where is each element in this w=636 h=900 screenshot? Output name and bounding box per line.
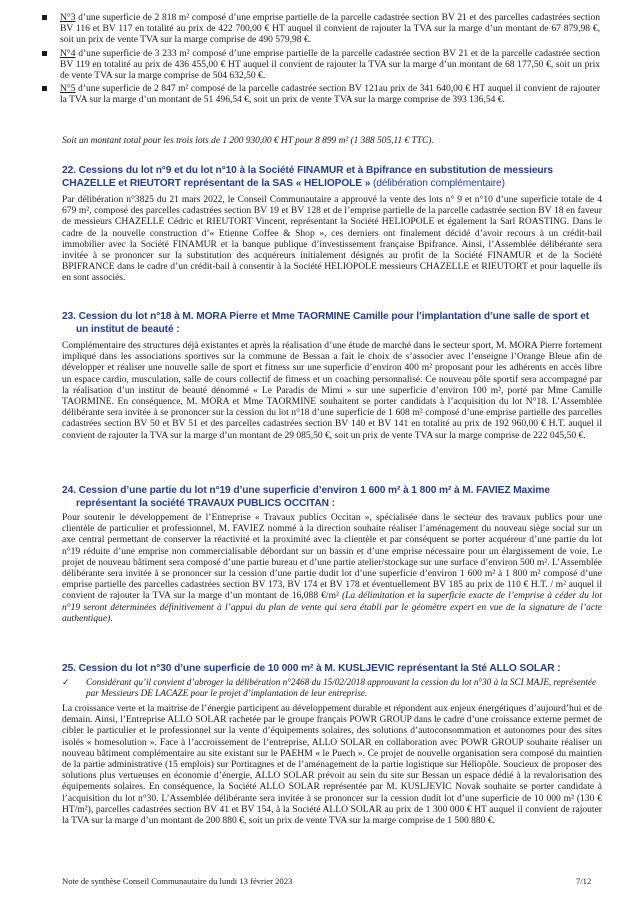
list-item bbox=[38, 83, 600, 105]
square-bullet-icon bbox=[42, 86, 47, 91]
section-title-line1: Cessions du lot n°9 et du lot n°10 à la Société FINAMUR et à Bpifrance en substitution de messieurs bbox=[78, 165, 553, 176]
section-24-body-text: Pour soutenir le développement de l’Entreprise « Travaux publics Occitan », spécialisée dans le secteur des travaux publics pour une clientèle de particulier et professionnel, M. FAVIEZ nommé à la direction souhaite réaliser l’aménagement du nouveau siège social sur un axe central permettant de conserver la réactivité et la proximité avec la clientèle et par conséquent se porter acquéreur d’une partie du lot n°19 réduite d’une emprise non commercialisable débordant sur un bassin et d’une emprise nécessaire pour un élargissement de voie. Le projet de nouveau bâtiment sera composé d’une partie bureau et d’une partie atelier/stockage sur une surface d’environ 500 m². L’Assemblée délibérante sera invitée à se prononcer sur la cession d’une partie dudit lot d’une superficie d’environ 1 600 m² à 1 800 m² composé d’une emprise partielle des parcelles cadastrées section BV 173, BV 174 et BV 178 et éventuellement BV 185 au prix de 110 € H.T. / m² auquel il convient de rajouter la TVA sur la marge d’un montant de 16,088 €/m² bbox=[62, 512, 602, 602]
lot-description: d’une superficie de 2 818 m² composé d’une emprise partielle de la parcelle cadastrée section BV 21 et des parcelles cadastrées section BV 116 et BV 117 en totalité au prix de 422 700,00 € HT auquel il convient de rajouter la TVA sur la marge d’un montant de 67 879,98 €, soit un prix de vente TVA sur la marge comprise de 490 579,98 €. bbox=[60, 12, 600, 46]
section-title-line1: Cession du lot n°18 à M. MORA Pierre et Mme TAORMINE Camille pour l’implantation d’une salle de sport et bbox=[78, 311, 590, 322]
section-title-line2: un institut de beauté : bbox=[76, 324, 180, 336]
section-25-body: La croissance verte et la maitrise de l’énergie participent au développement durable et répondent aux enjeux énergétiques d’aujourd’hui et de demain. Ainsi, l’Entreprise ALLO SOLAR rachetée par le groupe français POWR GROUP dans le cadre d’une croissance externe permet de cibler le particulier et le professionnel sur la vente d’équipements solaires, des solutions d’autoconsommation et autonomes pour des sites isolés « homesolution ». Face à l’accroissement de l’entreprise, ALLO SOLAR en collaboration avec POWR GROUP souhaite réaliser un nouveau bâtiment complémentaire au site existant sur le PAEHM « le Puech ». Ce projet de nouvelle organisation sera composé du maintien de la partie administrative (15 emplois) sur Portiragnes et de l’aménagement de la partie logistique sur Héliopôle. Soucieux de proposer des solutions plus vertueuses en économie d’énergie, ALLO SOLAR prévoit au sein du site sur Bessan un espace dédié à la revalorisation des équipements solaires. En conséquence, la Société ALLO SOLAR représentée par M. KUSLJEVIC Novak souhaite se porter candidate à l’acquisition du lot n°30. L’Assemblée délibérante sera invitée à se prononcer sur la cession dudit lot d’une superficie de 10 000 m² (130 € HT/m²), parcelles cadastrées section BV 41 et BV 154, à la Société ALLO SOLAR au prix de 1 300 000 € HT auquel il convient de rajouter la TVA sur la marge d’un montant de 200 880 €, soit un prix de vente TVA sur la marge comprise de 1 500 880 €. bbox=[62, 703, 602, 827]
section-22-body: Par délibération n°3825 du 21 mars 2022, le Conseil Communautaire a approuvé la vente des lots n° 9 et n°10 d’une superficie totale de 4 679 m², composé des parcelles cadastrées section BV 19 et BV 128 et de l’emprise partielle de la parcelle cadastrée section BV 18 en faveur de messieurs CHAZELLE Cédric et RIEUTORT Vincent, représentant la Société HELIOPOLE et également la Sarl ROASTING. Dans le cadre de la nouvelle construction d’« Etienne Coffee & Shop », ces derniers ont finalement décidé d’avoir recours à un crédit-bail immobilier avec la Société FINAMUR et la banque publique d’investissement française Bpifrance. Ainsi, l’Assemblée délibérante sera invitée à se prononcer sur la substitution des acquéreurs initialement désignés au profit de la Société FINAMUR et de la Société BPIFRANCE dans le cadre d’un crédit-bail à consentir à la Société HELIOPOLE messieurs CHAZELLE et RIEUTORT et pour laquelle ils en sont associés. bbox=[62, 194, 602, 284]
section-title-line1: Cession d’une partie du lot n°19 d’une superficie d’environ 1 600 m² à 1 800 m² à M. FAVIEZ Maxime bbox=[78, 485, 550, 496]
section-23-body: Complémentaire des structures déjà existantes et après la réalisation d’une étude de marché dans le secteur sport, M. MORA Pierre fortement impliqué dans les associations sportives sur la commune de Bessan a fait le choix de s’associer avec l’enseigne l’Orange Bleue afin de développer et réaliser une nouvelle salle de sport et fitness sur une superficie d’environ 400 m² proposant pour les adhérents en accès libre un espace cardio, musculation, salle de cours collectif de fitness et un coaching personnalisé. Ce nouveau pôle sportif sera accompagné par la réalisation d’un institut de beauté dénommé « Le Paradis de Mimi » sur une superficie d’environ 100 m², porté par Mme Camille TAORMINE. En conséquence, M. MORA et Mme TAORMINE souhaitent se porter candidats à l’acquisition du lot N°18. L’Assemblée délibérante sera invitée à se prononcer sur la cession du lot n°18 d’une superficie de 1 608 m² composé d’une emprise partielle des parcelles cadastrées section BV 50 et BV 51 et des parcelles cadastrées section BV 140 et BV 141 en totalité au prix de 192 960,00 € H.T. auquel il convient de rajouter la TVA sur la marge d’un montant de 29 085,50 €, soit un prix de vente TVA sur la marge comprise de 222 045,50 €. bbox=[62, 340, 602, 441]
total-note: Soit un montant total pour les trois lots de 1 200 930,00 € HT pour 8 899 m² (1 388 505,11 € TTC). bbox=[62, 136, 434, 146]
page-number: 7/12 bbox=[576, 876, 592, 886]
list-item bbox=[38, 48, 600, 82]
section-number: 23. bbox=[62, 311, 76, 322]
section-22-heading bbox=[62, 164, 602, 190]
lot-number: N°4 bbox=[60, 47, 76, 59]
section-number: 22. bbox=[62, 165, 76, 176]
lot-description: d’une superficie de 3 233 m² composé d’une emprise partielle de la parcelle cadastrée section BV 21 et de la parcelle cadastrée section BV 119 en totalité au prix de 436 455,00 € HT auquel il convient de rajouter la TVA sur la marge d’un montant de 68 177,50 €, soit un prix de vente TVA sur la marge comprise de 504 632,50 €. bbox=[60, 47, 600, 82]
checkmark-icon: ✓ bbox=[62, 677, 70, 687]
section-23-heading bbox=[62, 310, 602, 336]
section-24-body bbox=[62, 512, 602, 624]
section-24-body-note: (La délimitation et la superficie exacte de l’emprise à céder du lot n°19 seront déterminées définitivement à l’appui du plan de vente qui sera établi par le géomètre expert en vue de la signature de l’acte authentique) bbox=[62, 590, 602, 624]
section-24-body-end: . bbox=[110, 612, 113, 624]
section-subtitle: (délibération complémentaire) bbox=[370, 178, 505, 190]
square-bullet-icon bbox=[42, 51, 47, 56]
section-title-line2: représentant la société TRAVAUX PUBLICS OCCITAN : bbox=[76, 498, 335, 510]
section-title-line2: CHAZELLE et RIEUTORT représentant de la SAS « HELIOPOLE » bbox=[62, 178, 371, 190]
lot-number: N°5 bbox=[60, 83, 76, 95]
footer-title: Note de synthèse Conseil Communautaire du lundi 13 février 2023 bbox=[62, 876, 293, 886]
section-number: 25. bbox=[62, 663, 76, 674]
section-title-line1: Cession du lot n°30 d’une superficie de 10 000 m² à M. KUSLJEVIC représentant la Sté ALLO SOLAR : bbox=[78, 663, 561, 674]
considering-text: Considérant qu’il convient d’abroger la délibération n°2468 du 15/02/2018 approuvant la cession du lot n°30 à la SCI MAJE, représentée par Messieurs DE LACAZE pour le projet d’implantation de leur entreprise. bbox=[86, 677, 597, 698]
square-bullet-icon bbox=[42, 15, 47, 20]
section-number: 24. bbox=[62, 485, 76, 496]
lots-list bbox=[38, 12, 600, 108]
lot-number: N°3 bbox=[60, 12, 76, 23]
section-25-heading bbox=[62, 662, 602, 675]
section-24-heading bbox=[62, 484, 602, 510]
considering-clause bbox=[62, 677, 600, 699]
list-item bbox=[38, 12, 600, 46]
lot-description: d’une superficie de 2 847 m² composé de la parcelle cadastrée section BV 121au prix de 341 640,00 € HT auquel il convient de rajouter la TVA sur la marge d’un montant de 51 496,54 €, soit un prix de vente TVA sur la marge comprise de 393 136,54 €. bbox=[60, 83, 600, 106]
